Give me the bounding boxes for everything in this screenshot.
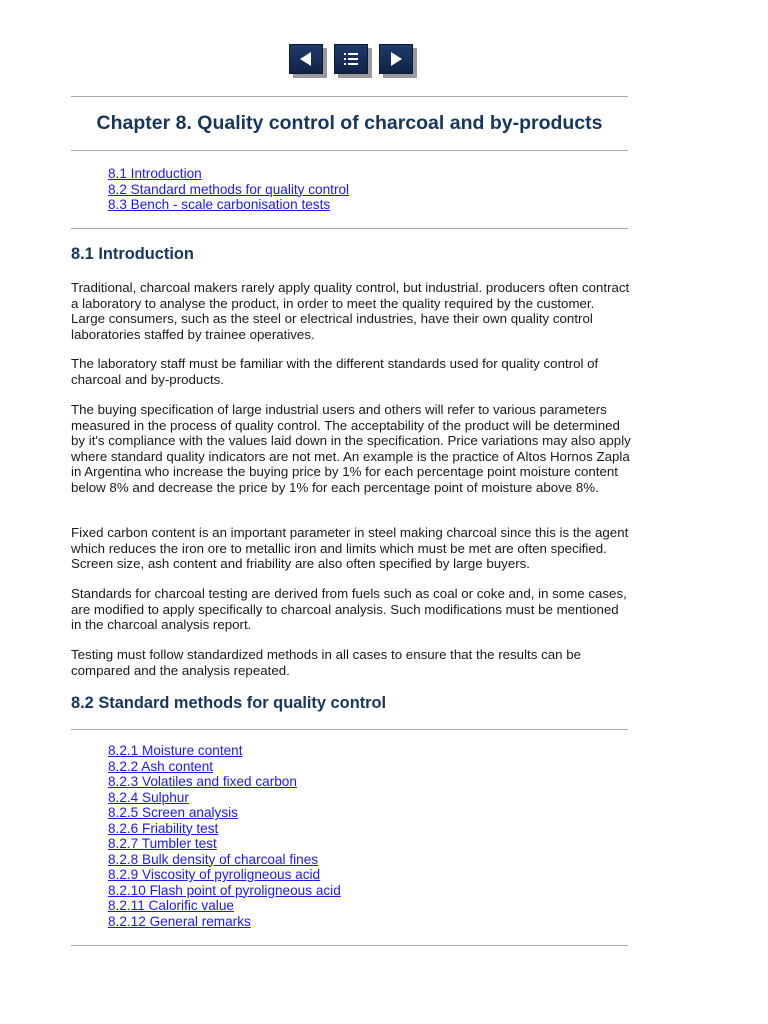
toc-item bbox=[108, 898, 341, 914]
paragraph: The buying specification of large industrial users and others will refer to various parameters measured in the process of quality control. The acceptability of the product will be determined by it's compliance with the values laid down in the specification. Price variations may also apply where standard quality indicators are not met. An example is the practice of Altos Hornos Zapla in Argentina who increase the buying price by 1% for each percentage point moisture content below 8% and decrease the price by 1% for each percentage point of moisture above 8%. bbox=[71, 402, 631, 495]
toc-item bbox=[108, 821, 341, 837]
toc-item bbox=[108, 852, 341, 868]
toc-link-screen-analysis[interactable]: 8.2.5 Screen analysis bbox=[108, 805, 238, 820]
toc-item bbox=[108, 759, 341, 775]
divider bbox=[71, 228, 628, 229]
triangle-right-icon bbox=[380, 45, 412, 73]
paragraph: Testing must follow standardized methods in all cases to ensure that the results can be compared and the analysis repeated. bbox=[71, 647, 581, 678]
divider bbox=[71, 150, 628, 151]
toc-item bbox=[108, 774, 341, 790]
section-heading-standard-methods: 8.2 Standard methods for quality control bbox=[71, 694, 387, 712]
previous-page-button[interactable] bbox=[289, 44, 323, 74]
contents-button[interactable] bbox=[334, 44, 368, 74]
toc-link-ash-content[interactable]: 8.2.2 Ash content bbox=[108, 758, 214, 774]
toc-item bbox=[108, 743, 341, 759]
toc-item bbox=[108, 883, 341, 899]
toc-item bbox=[108, 166, 349, 182]
toc-link-sulphur[interactable]: 8.2.4 Sulphur bbox=[108, 789, 189, 805]
triangle-left-icon bbox=[290, 45, 322, 73]
toc-link-moisture-content[interactable]: 8.2.1 Moisture content bbox=[108, 743, 243, 758]
list-icon bbox=[335, 45, 367, 73]
toc-item bbox=[108, 182, 349, 198]
paragraph: Standards for charcoal testing are derived from fuels such as coal or coke and, in some cases, are modified to apply specifically to charcoal analysis. Such modifications must be mentioned in the charcoal analysis report. bbox=[71, 586, 627, 632]
toc-link-tumbler-test[interactable]: 8.2.7 Tumbler test bbox=[108, 836, 217, 851]
divider bbox=[71, 945, 628, 946]
toc-link-friability-test[interactable]: 8.2.6 Friability test bbox=[108, 820, 219, 836]
navigation-bar bbox=[287, 44, 417, 80]
paragraph: The laboratory staff must be familiar with the different standards used for quality control of charcoal and by-products. bbox=[71, 356, 599, 387]
toc-item bbox=[108, 836, 341, 852]
paragraph: Fixed carbon content is an important parameter in steel making charcoal since this is the agent which reduces the iron ore to metallic iron and limits which must be met are often specified. Screen size, ash content and friability are also often specified by large buyers. bbox=[71, 525, 629, 571]
paragraph: Traditional, charcoal makers rarely apply quality control, but industrial. producers often contract a laboratory to analyse the product, in order to meet the quality required by the customer. Large consumers, such as the steel or electrical industries, have their own quality control laboratories staffed by trainee operatives. bbox=[71, 280, 630, 342]
section-table-of-contents bbox=[108, 743, 341, 929]
toc-item bbox=[108, 790, 341, 806]
toc-link-viscosity[interactable]: 8.2.9 Viscosity of pyroligneous acid bbox=[108, 867, 321, 882]
toc-link-standard-methods[interactable]: 8.2 Standard methods for quality control bbox=[108, 181, 350, 197]
toc-link-flash-point[interactable]: 8.2.10 Flash point of pyroligneous acid bbox=[108, 882, 341, 898]
divider bbox=[71, 729, 628, 730]
toc-item bbox=[108, 197, 349, 213]
chapter-title: Chapter 8. Quality control of charcoal and by-products bbox=[96, 112, 603, 134]
toc-link-general-remarks[interactable]: 8.2.12 General remarks bbox=[108, 913, 251, 929]
section-heading-introduction: 8.1 Introduction bbox=[71, 245, 194, 263]
toc-item bbox=[108, 805, 341, 821]
toc-link-volatiles-fixed-carbon[interactable]: 8.2.3 Volatiles and fixed carbon bbox=[108, 774, 297, 789]
toc-item bbox=[108, 867, 341, 883]
toc-link-bench-scale-tests[interactable]: 8.3 Bench - scale carbonisation tests bbox=[108, 197, 331, 212]
next-page-button[interactable] bbox=[379, 44, 413, 74]
toc-item bbox=[108, 914, 341, 930]
chapter-table-of-contents bbox=[108, 166, 349, 213]
divider bbox=[71, 96, 628, 97]
toc-link-bulk-density[interactable]: 8.2.8 Bulk density of charcoal fines bbox=[108, 851, 319, 867]
toc-link-introduction[interactable]: 8.1 Introduction bbox=[108, 166, 202, 181]
toc-link-calorific-value[interactable]: 8.2.11 Calorific value bbox=[108, 898, 234, 913]
